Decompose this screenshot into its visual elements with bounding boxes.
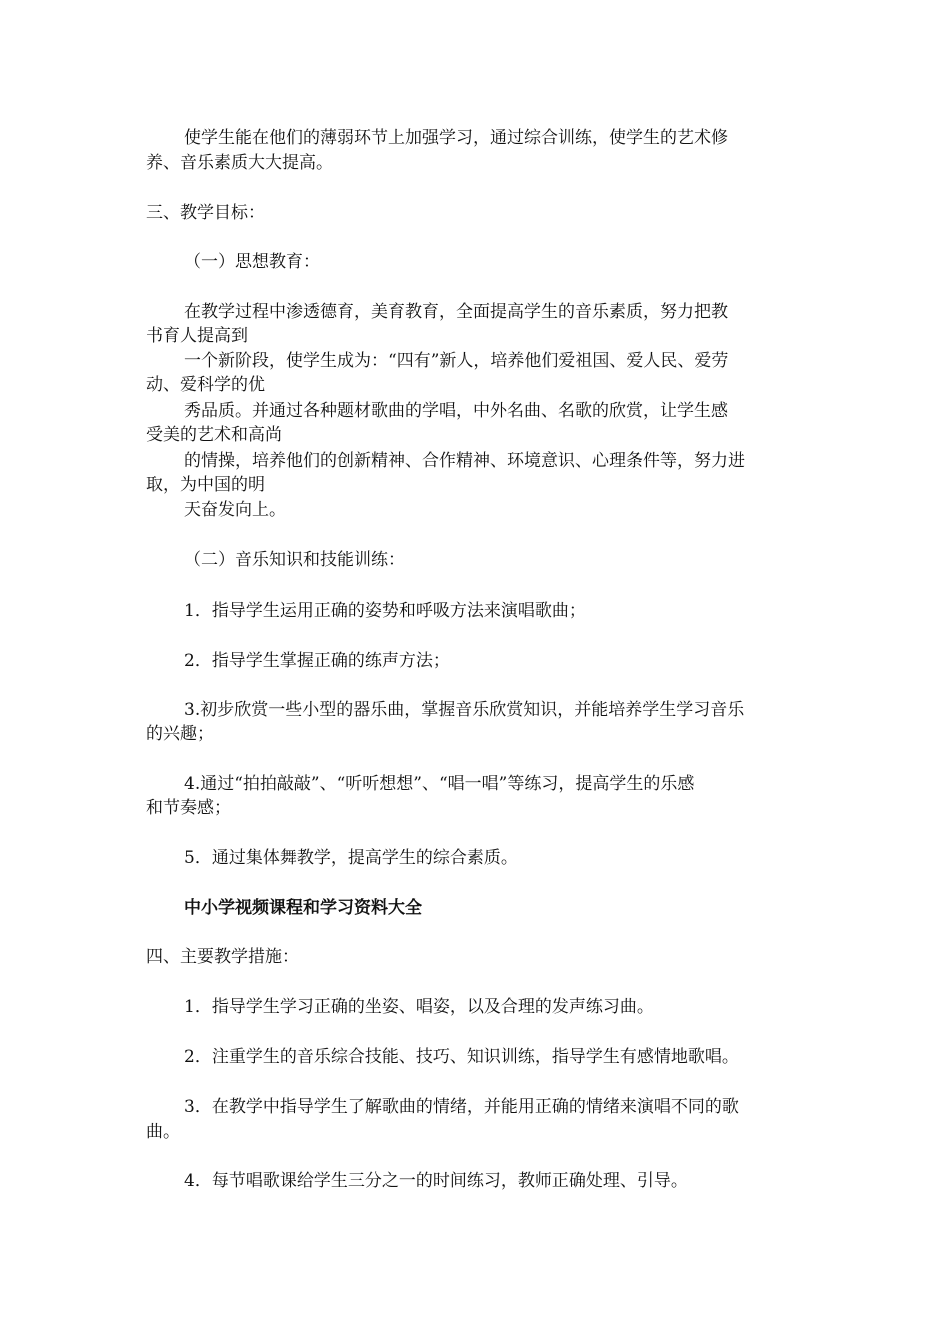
text-line: 一个新阶段，使学生成为：“四有”新人，培养他们爱祖国、爱人民、爱劳 (184, 351, 729, 371)
list-item-continuation: 的兴趣； (146, 724, 214, 744)
text-line: 的情操，培养他们的创新精神、合作精神、环境意识、心理条件等，努力进 (184, 451, 745, 471)
list-item-continuation: 曲。 (146, 1122, 180, 1142)
text-line: 取，为中国的明 (146, 475, 265, 495)
list-item: 3．在教学中指导学生了解歌曲的情绪，并能用正确的情绪来演唱不同的歌 (184, 1097, 739, 1117)
text-line: 养、音乐素质大大提高。 (146, 153, 333, 173)
list-item: 5．通过集体舞教学，提高学生的综合素质。 (184, 848, 518, 868)
text-line: 秀品质。并通过各种题材歌曲的学唱，中外名曲、名歌的欣赏，让学生感 (184, 401, 728, 421)
list-item: 1．指导学生学习正确的坐姿、唱姿，以及合理的发声练习曲。 (184, 997, 654, 1017)
text-line: 使学生能在他们的薄弱环节上加强学习，通过综合训练，使学生的艺术修 (184, 128, 728, 148)
text-line: 在教学过程中渗透德育，美育教育，全面提高学生的音乐素质，努力把教 (184, 302, 728, 322)
section-heading: 四、主要教学措施： (146, 947, 299, 967)
list-item-continuation: 和节奏感； (146, 798, 231, 818)
text-line: 天奋发向上。 (184, 500, 286, 520)
subsection-heading: （一）思想教育： (184, 252, 320, 272)
list-item: 4．每节唱歌课给学生三分之一的时间练习，教师正确处理、引导。 (184, 1171, 688, 1191)
list-item: 3.初步欣赏一些小型的器乐曲，掌握音乐欣赏知识，并能培养学生学习音乐 (184, 700, 745, 720)
text-line: 动、爱科学的优 (146, 375, 265, 395)
text-line: 受美的艺术和高尚 (146, 425, 282, 445)
list-item: 2．指导学生掌握正确的练声方法； (184, 651, 450, 671)
subsection-heading: （二）音乐知识和技能训练： (184, 550, 405, 570)
list-item: 2．注重学生的音乐综合技能、技巧、知识训练，指导学生有感情地歌唱。 (184, 1047, 739, 1067)
section-heading: 三、教学目标： (146, 203, 265, 223)
list-item: 4.通过“拍拍敲敲”、“听听想想”、“唱一唱”等练习，提高学生的乐感 (184, 774, 695, 794)
text-line: 书育人提高到 (146, 326, 248, 346)
list-item: 1．指导学生运用正确的姿势和呼吸方法来演唱歌曲； (184, 601, 586, 621)
promo-link-text: 中小学视频课程和学习资料大全 (184, 898, 422, 918)
